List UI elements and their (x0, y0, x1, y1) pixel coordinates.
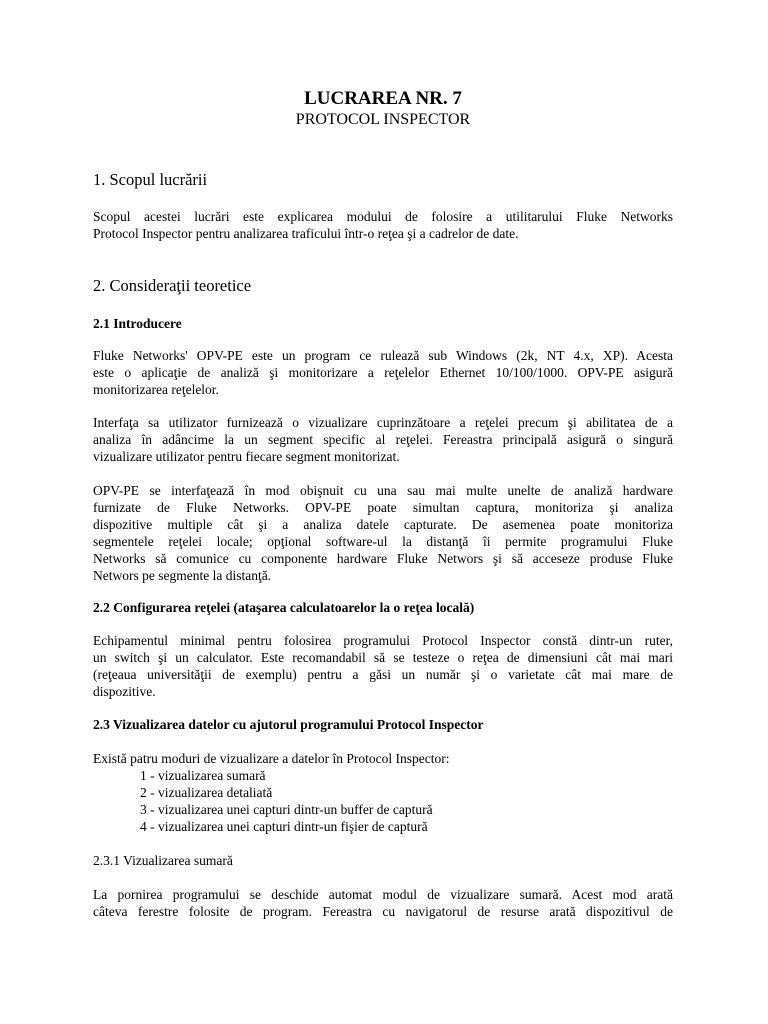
section-2-3-intro (93, 750, 673, 767)
paragraph-line: OPV-PE se interfaţează în mod obişnuit cu una sau mai multe unelte de analiză hardware (93, 483, 673, 498)
paragraph-line: este o aplicaţie de analiză şi monitorizare a reţelelor Ethernet 10/100/1000. OPV-PE asigură (93, 365, 673, 380)
paragraph-line: Networs pe segmente la distanţă. (93, 568, 272, 583)
section-2-1-heading: 2.1 Introducere (93, 316, 182, 331)
paragraph-line: câteva ferestre folosite de program. Fereastra cu navigatorul de resurse arată dispozitivul de (93, 904, 673, 919)
section-2-3-1-paragraph (93, 886, 673, 920)
section-2-1-paragraph-1 (93, 347, 673, 398)
paragraph-line: segmentele reţelei locale; opţional software-ul la distanţă îi permite programului Fluke (93, 534, 673, 549)
paragraph-line: La pornirea programului se deschide automat modul de vizualizare sumară. Acest mod arată (93, 887, 673, 902)
section-2-1-paragraph-2 (93, 414, 673, 465)
paragraph-line: dispozitive. (93, 684, 156, 699)
paragraph-line: Există patru moduri de vizualizare a datelor în Protocol Inspector: (93, 751, 450, 766)
list-item: 4 - vizualizarea unei capturi dintr-un fişier de captură (140, 819, 428, 834)
list-item: 1 - vizualizarea sumară (140, 768, 266, 783)
paragraph-line: monitorizarea reţelelor. (93, 382, 219, 397)
list-item: 2 - vizualizarea detaliată (140, 785, 273, 800)
paragraph-line: vizualizare utilizator pentru fiecare segment monitorizat. (93, 449, 400, 464)
list-item: 3 - vizualizarea unei capturi dintr-un buffer de captură (140, 802, 433, 817)
paragraph-line: Interfaţa sa utilizator furnizează o vizualizare cuprinzătoare a reţelei precum şi abilitatea de a (93, 415, 673, 430)
section-2-3-1-heading (93, 852, 673, 869)
paragraph-line: Protocol Inspector pentru analizarea traficului într-o reţea şi a cadrelor de date. (93, 226, 519, 241)
document-title: LUCRAREA NR. 7 (304, 88, 462, 109)
section-2-2-heading: 2.2 Configurarea reţelei (ataşarea calculatoarelor la o reţea locală) (93, 600, 475, 615)
paragraph-line: analiza în adâncime la un segment specific al reţelei. Fereastra principală asigură o singură (93, 432, 673, 447)
paragraph-line: Scopul acestei lucrări este explicarea modului de folosire a utilitarului Fluke Networks (93, 209, 673, 224)
section-1-heading: 1. Scopul lucrării (93, 170, 208, 189)
section-2-1-paragraph-3 (93, 482, 673, 584)
paragraph-line: un switch şi un calculator. Este recomandabil să se testeze o reţea de dimensiuni cât mai mari (93, 650, 673, 665)
view-modes-list (140, 767, 433, 835)
paragraph-line: dispozitive multiple cât şi a analiza datele capturate. De asemenea poate monitoriza (93, 517, 673, 532)
paragraph-line: furnizate de Fluke Networks. OPV-PE poate simultan captura, monitoriza şi analiza (93, 500, 673, 515)
paragraph-line: Fluke Networks' OPV-PE este un program ce rulează sub Windows (2k, NT 4.x, XP). Acesta (93, 348, 673, 363)
section-1-paragraph (93, 208, 673, 242)
section-2-2-paragraph (93, 632, 673, 700)
section-2-3-heading: 2.3 Vizualizarea datelor cu ajutorul programului Protocol Inspector (93, 717, 484, 732)
subsection-title: 2.3.1 Vizualizarea sumară (93, 853, 233, 868)
document-subtitle: PROTOCOL INSPECTOR (295, 111, 471, 128)
section-2-heading: 2. Consideraţii teoretice (93, 276, 252, 295)
paragraph-line: Echipamentul minimal pentru folosirea programului Protocol Inspector constă dintr-un ruter, (93, 633, 673, 648)
paragraph-line: Networks să comunice cu componente hardware Fluke Networs şi să acceseze produse Fluke (93, 551, 673, 566)
paragraph-line: (reţeaua universităţii de exemplu) pentru a găsi un număr şi o varietate cât mai mare de (93, 667, 673, 682)
